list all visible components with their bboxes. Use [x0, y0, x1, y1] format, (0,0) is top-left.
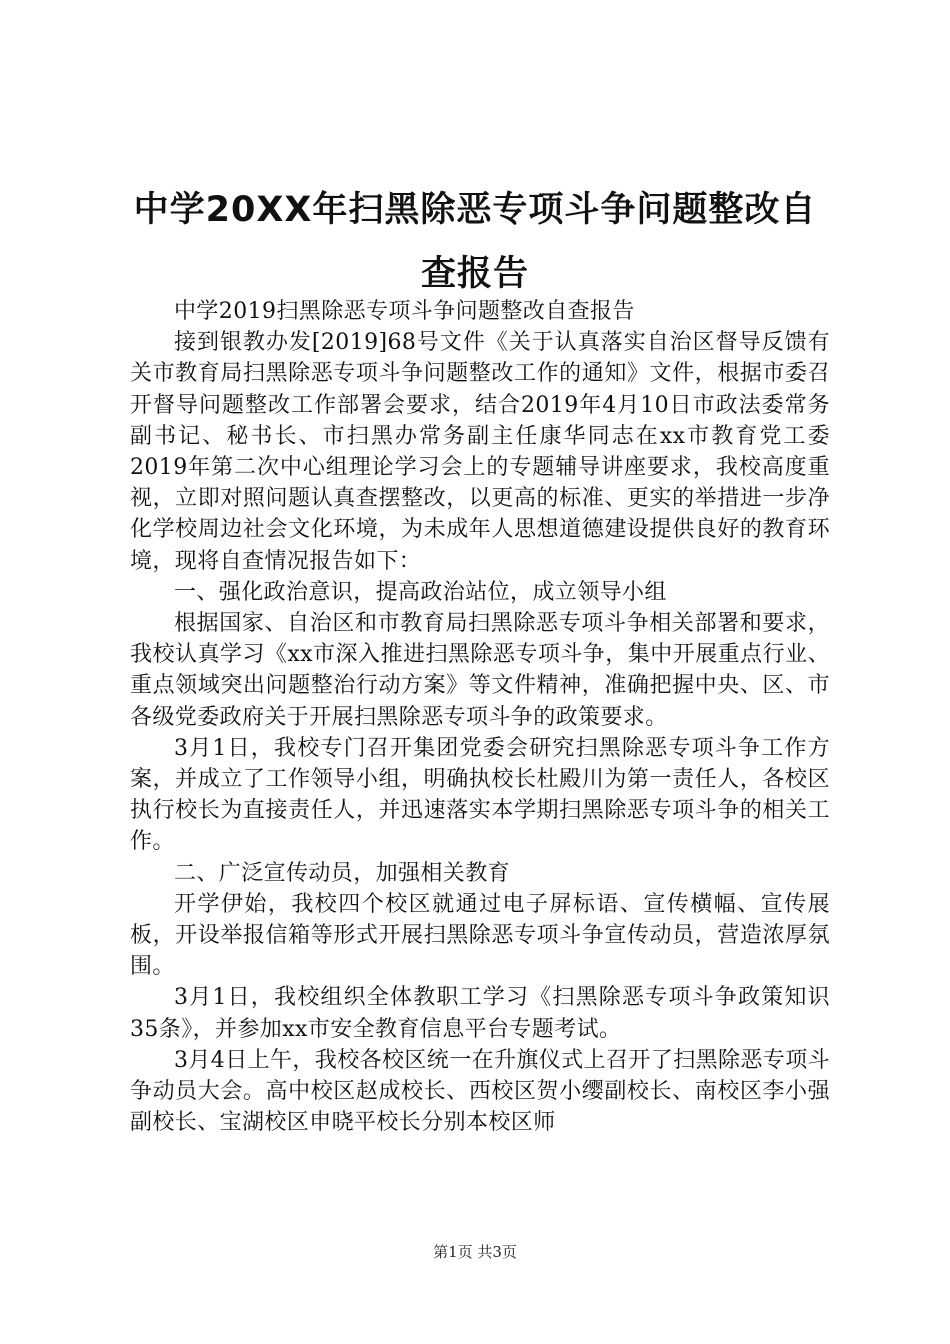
- page-number-footer: 第1页 共3页: [433, 1243, 517, 1261]
- paragraph: 开学伊始，我校四个校区就通过电子屏标语、宣传横幅、宣传展板，开设举报信箱等形式开展扫黑除恶专项斗争宣传动员，营造浓厚氛围。: [130, 891, 830, 980]
- document-title: 中学20XX年扫黑除恶专项斗争问题整改自查报告: [133, 190, 817, 294]
- paragraph: 3月1日，我校组织全体教职工学习《扫黑除恶专项斗争政策知识35条》，并参加xx市安全教育信息平台专题考试。: [130, 985, 830, 1042]
- section-heading-2: 二、广泛宣传动员，加强相关教育: [174, 860, 511, 886]
- paragraph-intro: 接到银教办发[2019]68号文件《关于认真落实自治区督导反馈有关市教育局扫黑除恶专项斗争问题整改工作的通知》文件，根据市委召开督导问题整改工作部署会要求，结合2019年4月10日市政法委常务副书记、秘书长、市扫黑办常务副主任康华同志在xx市教育党工委2019年第二次中心组理论学习会上的专题辅导讲座要求，我校高度重视，立即对照问题认真查摆整改，以更高的标准、更实的举措进一步净化学校周边社会文化环境，为未成年人思想道德建设提供良好的教育环境，现将自查情况报告如下：: [130, 330, 830, 574]
- section-heading-1: 一、强化政治意识，提高政治站位，成立领导小组: [174, 579, 667, 605]
- paragraph-subtitle: 中学2019扫黑除恶专项斗争问题整改自查报告: [174, 299, 635, 324]
- paragraph: 根据国家、自治区和市教育局扫黑除恶专项斗争相关部署和要求，我校认真学习《xx市深入推进扫黑除恶专项斗争，集中开展重点行业、重点领域突出问题整治行动方案》等文件精神，准确把握中央、区、市各级党委政府关于开展扫黑除恶专项斗争的政策要求。: [130, 611, 830, 730]
- paragraph: 3月4日上午，我校各校区统一在升旗仪式上召开了扫黑除恶专项斗争动员大会。高中校区赵成校长、西校区贺小缨副校长、南校区李小强副校长、宝湖校区申晓平校长分别本校区师: [130, 1047, 830, 1136]
- paragraph: 3月1日，我校专门召开集团党委会研究扫黑除恶专项斗争工作方案，并成立了工作领导小组，明确执校长杜殿川为第一责任人，各校区执行校长为直接责任人，并迅速落实本学期扫黑除恶专项斗争的相关工作。: [130, 735, 830, 855]
- document-body: [130, 296, 830, 1138]
